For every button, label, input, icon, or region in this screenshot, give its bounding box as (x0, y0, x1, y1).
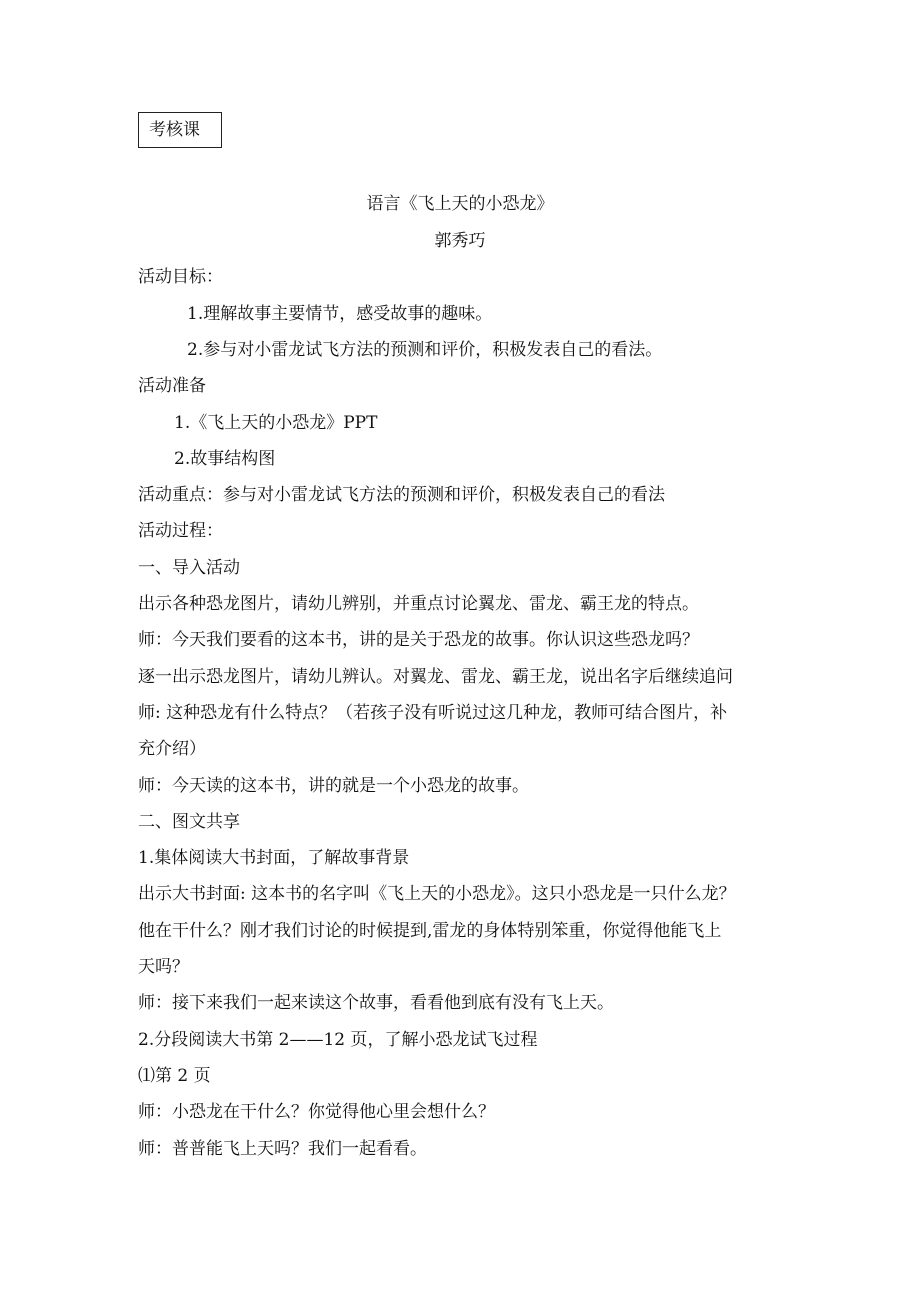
subsection-heading: 二、图文共享 (138, 812, 240, 832)
paragraph-line: 师：接下来我们一起来读这个故事，看看他到底有没有飞上天。 (138, 993, 614, 1013)
paragraph-line: 逐一出示恐龙图片，请幼儿辨认。对翼龙、雷龙、霸王龙，说出名字后继续追问 (138, 667, 733, 687)
paragraph-line: 充介绍） (138, 739, 206, 759)
author-name: 郭秀巧 (434, 231, 486, 251)
paragraph-line: 师: 这种恐龙有什么特点？（若孩子没有听说过这几种龙，教师可结合图片，补 (138, 703, 728, 723)
preparation-item: 2.故事结构图 (174, 449, 276, 469)
paragraph-line: 出示各种恐龙图片，请幼儿辨别，并重点讨论翼龙、雷龙、霸王龙的特点。 (138, 594, 699, 614)
paragraph-line: 2.分段阅读大书第 2——12 页，了解小恐龙试飞过程 (138, 1030, 538, 1050)
paragraph-line: 师：普普能飞上天吗？我们一起看看。 (138, 1139, 427, 1159)
section-heading-process: 活动过程： (138, 521, 223, 541)
lesson-title: 语言《飞上天的小恐龙》 (366, 194, 554, 214)
lesson-type-box: 考核课 (138, 112, 222, 148)
paragraph-line: 天吗？ (138, 957, 189, 977)
section-heading-focus: 活动重点：参与对小雷龙试飞方法的预测和评价，积极发表自己的看法 (138, 485, 665, 505)
paragraph-line: 他在干什么？刚才我们讨论的时候提到,雷龙的身体特别笨重，你觉得他能飞上 (138, 921, 722, 941)
paragraph-line: 师：今天读的这本书，讲的就是一个小恐龙的故事。 (138, 776, 529, 796)
goal-item: 2.参与对小雷龙试飞方法的预测和评价，积极发表自己的看法。 (187, 340, 663, 360)
paragraph-line: 出示大书封面: 这本书的名字叫《飞上天的小恐龙》。这只小恐龙是一只什么龙？ (138, 884, 736, 904)
subsection-heading: 一、导入活动 (138, 558, 240, 578)
goal-item: 1.理解故事主要情节，感受故事的趣味。 (187, 304, 493, 324)
preparation-item: 1.《飞上天的小恐龙》PPT (174, 413, 378, 433)
paragraph-line: 师：今天我们要看的这本书，讲的是关于恐龙的故事。你认识这些恐龙吗？ (138, 630, 699, 650)
section-heading-goals: 活动目标： (138, 267, 223, 287)
section-heading-preparation: 活动准备 (138, 376, 206, 396)
paragraph-line: 师：小恐龙在干什么？你觉得他心里会想什么？ (138, 1102, 495, 1122)
paragraph-line: ⑴第 2 页 (138, 1066, 211, 1086)
paragraph-line: 1.集体阅读大书封面，了解故事背景 (138, 848, 410, 868)
